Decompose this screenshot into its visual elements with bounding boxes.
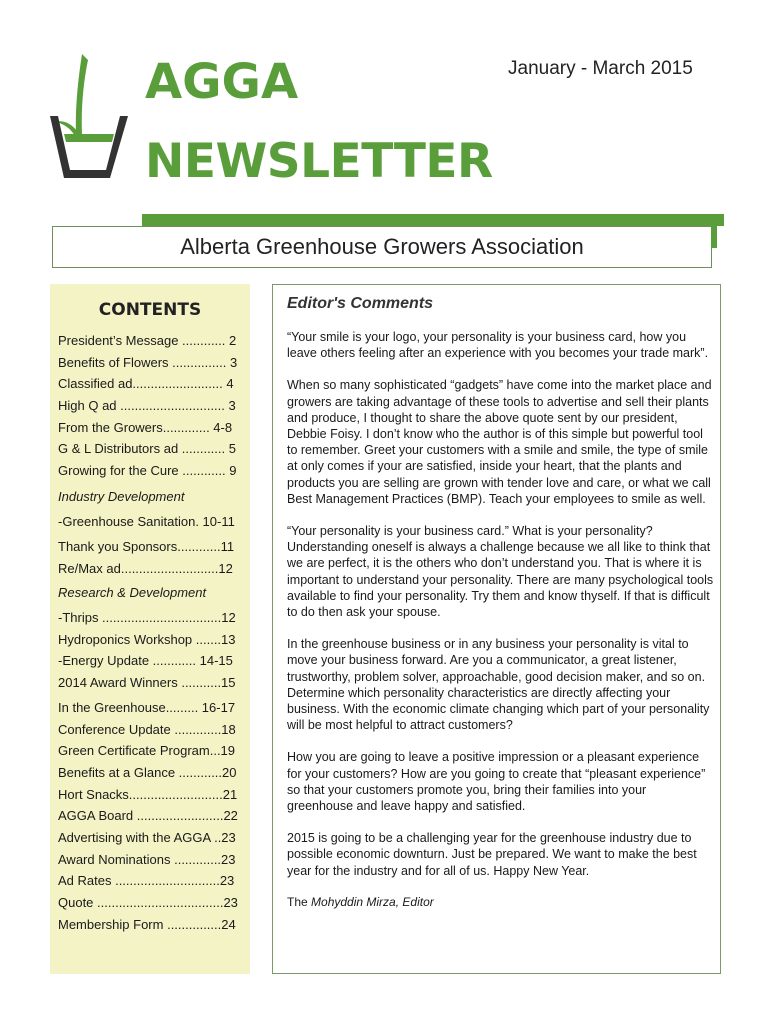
issue-date: January - March 2015: [508, 58, 693, 79]
title-agga: AGGA: [145, 54, 299, 110]
signature-name: Mohyddin Mirza, Editor: [311, 894, 434, 909]
editor-paragraph: “Your personality is your business card.” What is your personality? Understanding oneself is always a challenge because we all like to think that we are perfect, it is the others who don’t understand you. That is where it is important to understand your personality. There are many psychological tools available to find your personality. Try them and know thyself. If that is difficult to do then ask your spouse.: [287, 524, 714, 620]
contents-item[interactable]: In the Greenhouse......... 16-17: [58, 699, 236, 715]
header-green-bar: [142, 214, 724, 226]
contents-item[interactable]: President’s Message ............ 2: [58, 333, 237, 348]
contents-group: [58, 333, 250, 479]
contents-item[interactable]: Hort Snacks..........................21: [58, 786, 238, 802]
contents-group: [58, 700, 250, 933]
contents-item[interactable]: 2014 Award Winners ...........15: [58, 674, 236, 690]
editor-body: [287, 329, 714, 879]
contents-group: [58, 585, 250, 691]
contents-item[interactable]: Award Nominations .............23: [58, 851, 236, 867]
contents-group: [58, 489, 250, 530]
contents-item[interactable]: -Energy Update ............ 14-15: [58, 653, 233, 669]
contents-item[interactable]: Advertising with the AGGA ..23: [58, 830, 236, 845]
contents-panel: [50, 284, 250, 974]
contents-list: [58, 333, 250, 933]
banner-green-accent: [711, 226, 717, 248]
contents-item[interactable]: Re/Max ad...........................12: [58, 560, 233, 576]
editor-heading: Editor's Comments: [287, 295, 434, 312]
contents-item[interactable]: Benefits at a Glance ............20: [58, 764, 237, 780]
signature-prefix: The: [287, 894, 308, 909]
contents-group: [58, 539, 250, 577]
contents-section-heading: Research & Development: [58, 584, 207, 600]
contents-item[interactable]: -Greenhouse Sanitation. 10-11: [58, 514, 235, 530]
contents-item[interactable]: Classified ad......................... 4: [58, 376, 234, 392]
contents-item[interactable]: Hydroponics Workshop .......13: [58, 631, 236, 647]
contents-item[interactable]: Green Certificate Program...19: [58, 743, 236, 759]
contents-item[interactable]: Conference Update .............18: [58, 721, 236, 737]
editor-signature: [287, 895, 714, 909]
agga-logo-plant-icon: [48, 50, 130, 180]
contents-item[interactable]: High Q ad ............................. 3: [58, 398, 236, 414]
editor-paragraph: How you are going to leave a positive impression or a pleasant experience for your customers? How are you going to create that “pleasant experience” so that your customers promote you, bring their families into your greenhouse and leave happy and satisfied.: [287, 750, 706, 814]
editor-paragraph: 2015 is going to be a challenging year for the greenhouse industry due to possible economic downturn. Just be prepared. We want to make the best year for the industry and for all of us. Happy New Year.: [287, 831, 697, 878]
contents-item[interactable]: G & L Distributors ad ............ 5: [58, 441, 236, 457]
contents-section-heading: Industry Development: [58, 489, 185, 505]
contents-item[interactable]: -Thrips .................................12: [58, 609, 236, 625]
contents-item[interactable]: Benefits of Flowers ............... 3: [58, 354, 238, 370]
editor-paragraph: When so many sophisticated “gadgets” have come into the market place and growers are taking advantage of these tools to advertise and sell their plants and produce, I thought to share the above quote sent by our president, Debbie Foisy. I don’t know who the author is of this simple but powerful tool to remember. Greet your customers with a smile and smile, the type of smile at only comes if your are satisfied, inside your heart, that the plants and products you are selling are grown with tender love and care, or what we call Best Management Practices (BMP). Teach your employees to smile as well.: [287, 378, 712, 506]
contents-item[interactable]: Growing for the Cure ............ 9: [58, 463, 237, 479]
editor-comments-panel: [272, 284, 721, 974]
contents-item[interactable]: Membership Form ...............24: [58, 916, 236, 932]
contents-item[interactable]: AGGA Board ........................22: [58, 808, 238, 824]
contents-item[interactable]: Thank you Sponsors............11: [58, 539, 235, 555]
editor-paragraph: “Your smile is your logo, your personality is your business card, how you leave others feeling after an experience with you becomes your trade mark”.: [287, 330, 709, 361]
title-newsletter: NEWSLETTER: [145, 134, 493, 189]
editor-paragraph: In the greenhouse business or in any business your personality is vital to move your business forward. Are you a communicator, a great listener, trustworthy, problem solver, approachable, good decision maker, and so on. Determine which personality characteristics are directly affecting your business. With the economic climate changing which part of your personality will be most helpful to attract customers?: [287, 637, 710, 733]
contents-item[interactable]: From the Growers............. 4-8: [58, 419, 233, 435]
contents-item[interactable]: Ad Rates .............................23: [58, 873, 235, 889]
contents-heading: CONTENTS: [98, 300, 202, 320]
contents-item[interactable]: Quote ...................................23: [58, 895, 238, 911]
association-banner: Alberta Greenhouse Growers Association: [52, 226, 712, 268]
